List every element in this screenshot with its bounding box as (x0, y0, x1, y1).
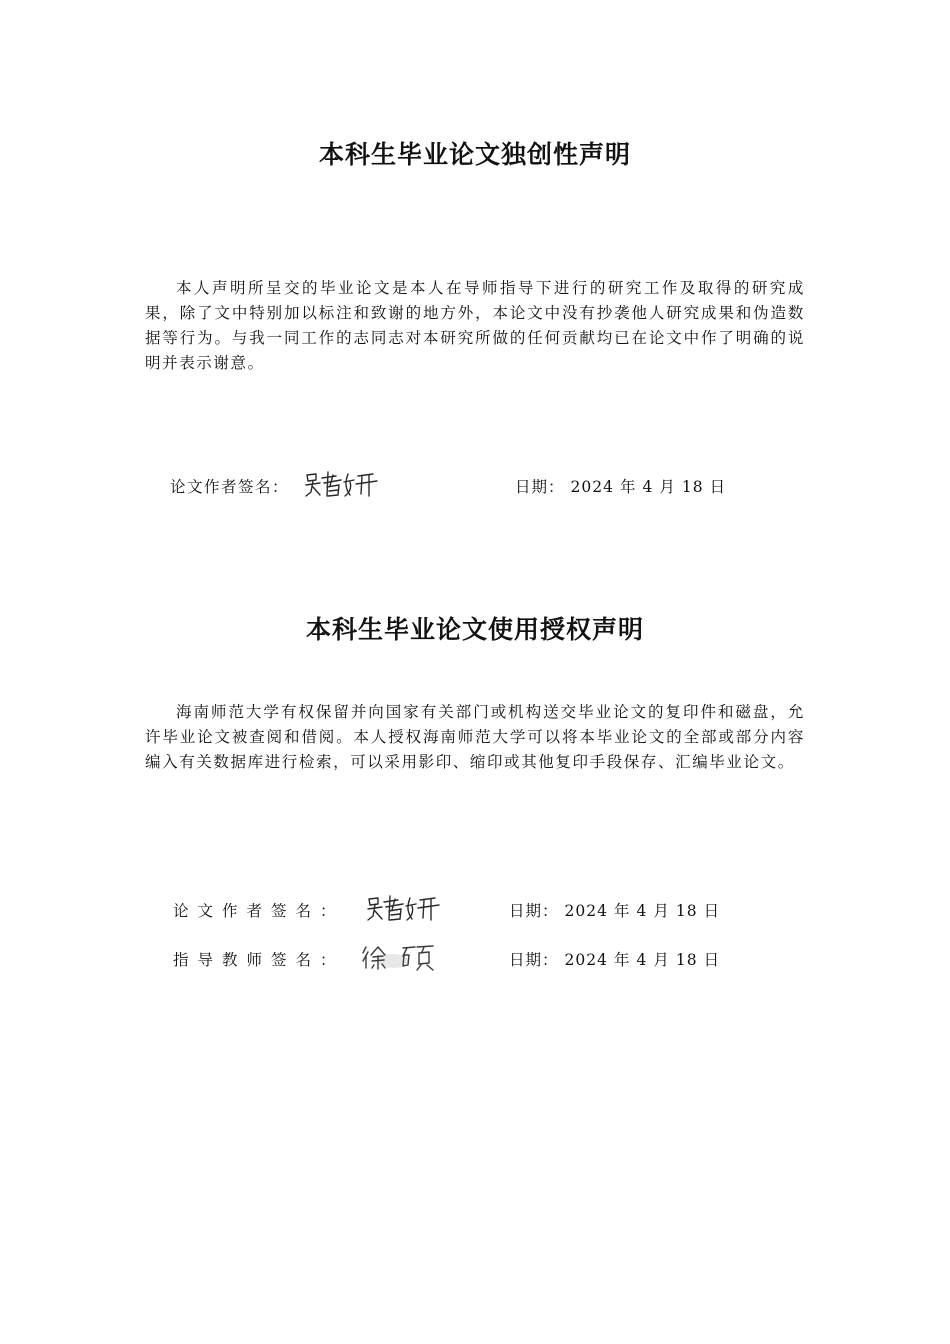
date-year: 2024 (564, 902, 608, 920)
date-day: 18 (675, 902, 698, 920)
date-year: 2024 (564, 951, 608, 969)
date-label: 日期： (515, 478, 565, 496)
advisor-handwritten-signature (359, 939, 439, 973)
authorization-author-date (509, 896, 720, 926)
originality-signature-row (170, 472, 770, 502)
originality-declaration-body: 本人声明所呈交的毕业论文是本人在导师指导下进行的研究工作及取得的研究成果，除了文中特别加以标注和致谢的地方外，本论文中没有抄袭他人研究成果和伪造数据等行为。与我一同工作的志同志对本研究所做的任何贡献均已在论文中作了明确的说明并表示谢意。 (145, 279, 805, 372)
author-signature-label: 论文作者签名： (170, 478, 290, 496)
authorization-declaration-title: 本科生毕业论文使用授权声明 (305, 615, 644, 644)
date-year: 2024 (570, 478, 614, 496)
originality-declaration-title: 本科生毕业论文独创性声明 (318, 140, 631, 169)
date-day-unit: 日 (703, 902, 721, 920)
originality-date (515, 472, 726, 502)
date-year-unit: 年 (613, 951, 631, 969)
date-month: 4 (636, 902, 648, 920)
date-month-unit: 月 (659, 478, 676, 496)
date-month: 4 (636, 951, 648, 969)
date-month-unit: 月 (653, 902, 670, 920)
date-day-unit: 日 (709, 478, 727, 496)
date-month: 4 (642, 478, 654, 496)
date-day-unit: 日 (703, 951, 721, 969)
author-handwritten-signature (303, 466, 383, 500)
date-day: 18 (675, 951, 698, 969)
authorization-author-signature-row (173, 896, 773, 926)
date-label: 日期： (509, 951, 559, 969)
author-signature-label: 论文作者签名： (173, 902, 345, 920)
advisor-signature-label: 指导教师签名： (173, 951, 345, 969)
date-label: 日期： (509, 902, 559, 920)
date-year-unit: 年 (613, 902, 631, 920)
authorization-advisor-signature-row (173, 945, 773, 975)
authorization-advisor-date (509, 945, 720, 975)
authorization-declaration-body: 海南师范大学有权保留并向国家有关部门或机构送交毕业论文的复印件和磁盘，允许毕业论文被查阅和借阅。本人授权海南师范大学可以将本毕业论文的全部或部分内容编入有关数据库进行检索，可以采用影印、缩印或其他复印手段保存、汇编毕业论文。 (145, 703, 805, 771)
date-month-unit: 月 (653, 951, 670, 969)
date-year-unit: 年 (619, 478, 637, 496)
author-handwritten-signature (365, 890, 445, 924)
date-day: 18 (681, 478, 704, 496)
